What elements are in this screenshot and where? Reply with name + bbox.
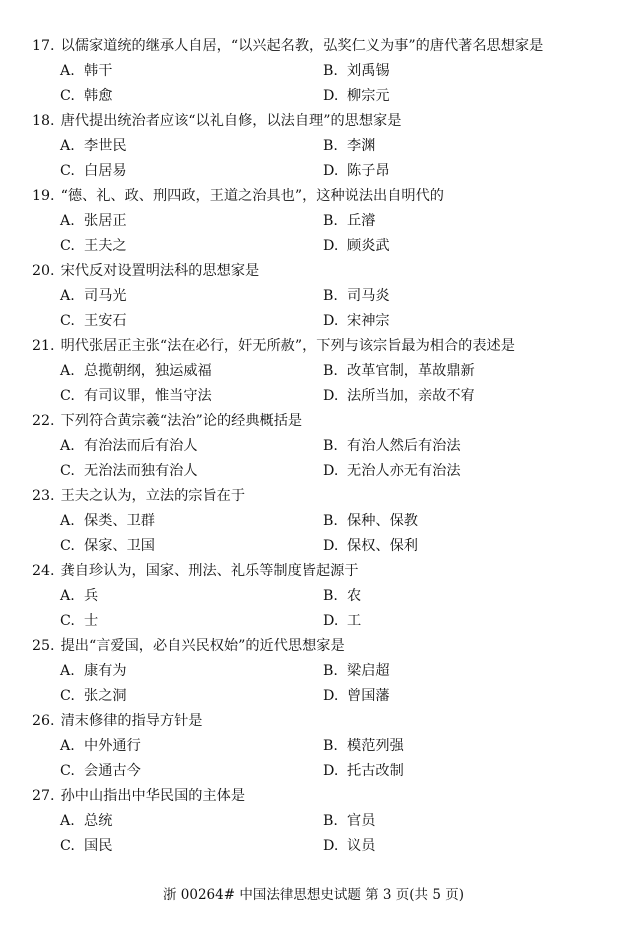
option-text: 官员 xyxy=(347,813,376,829)
option-letter: C. xyxy=(60,463,75,479)
question-number: 22. xyxy=(32,413,55,429)
option-row xyxy=(32,134,602,159)
option-d xyxy=(323,834,375,859)
option-c xyxy=(60,234,127,259)
question-number: 18. xyxy=(32,113,55,129)
option-letter: D. xyxy=(323,238,339,254)
option-text: 张居正 xyxy=(84,213,127,229)
question-block xyxy=(32,634,602,709)
option-letter: C. xyxy=(60,538,75,554)
option-letter: B. xyxy=(323,138,338,154)
option-row xyxy=(32,234,602,259)
option-text: 改革官制，革故鼎新 xyxy=(347,363,475,379)
question-number: 20. xyxy=(32,263,55,279)
question-number: 27. xyxy=(32,788,55,804)
option-text: 梁启超 xyxy=(347,663,390,679)
option-text: 法所当加，亲故不宥 xyxy=(347,388,475,404)
option-row xyxy=(32,659,602,684)
option-letter: B. xyxy=(323,288,338,304)
option-letter: D. xyxy=(323,313,339,329)
option-text: 柳宗元 xyxy=(347,88,390,104)
option-d xyxy=(323,534,418,559)
option-d xyxy=(323,384,475,409)
option-a xyxy=(60,209,127,234)
question-block xyxy=(32,559,602,634)
option-letter: D. xyxy=(323,538,339,554)
option-letter: C. xyxy=(60,388,75,404)
option-letter: C. xyxy=(60,163,75,179)
option-letter: D. xyxy=(323,838,339,854)
option-text: 韩愈 xyxy=(84,88,113,104)
option-letter: C. xyxy=(60,763,75,779)
option-row xyxy=(32,734,602,759)
option-text: 保种、保教 xyxy=(347,513,418,529)
option-d xyxy=(323,84,390,109)
option-text: 总统 xyxy=(84,813,113,829)
option-row xyxy=(32,809,602,834)
option-c xyxy=(60,609,98,634)
option-letter: A. xyxy=(60,738,75,754)
option-letter: A. xyxy=(60,438,75,454)
option-text: 工 xyxy=(347,613,362,629)
option-letter: D. xyxy=(323,763,339,779)
question-stem xyxy=(32,634,602,659)
question-stem xyxy=(32,109,602,134)
question-stem xyxy=(32,259,602,284)
question-stem xyxy=(32,334,602,359)
option-d xyxy=(323,309,390,334)
question-number: 23. xyxy=(32,488,55,504)
option-row xyxy=(32,459,602,484)
option-a xyxy=(60,134,127,159)
question-stem xyxy=(32,484,602,509)
option-letter: B. xyxy=(323,738,338,754)
option-c xyxy=(60,159,127,184)
question-text: 明代张居正主张“法在必行，奸无所赦”，下列与该宗旨最为相合的表述是 xyxy=(60,338,515,354)
question-text: 孙中山指出中华民国的主体是 xyxy=(60,788,246,804)
option-text: 刘禹锡 xyxy=(347,63,390,79)
question-text: 宋代反对设置明法科的思想家是 xyxy=(60,263,260,279)
option-letter: B. xyxy=(323,513,338,529)
option-row xyxy=(32,359,602,384)
option-d xyxy=(323,459,461,484)
option-letter: C. xyxy=(60,88,75,104)
option-b xyxy=(323,809,375,834)
option-text: 白居易 xyxy=(84,163,127,179)
option-row xyxy=(32,59,602,84)
option-c xyxy=(60,309,127,334)
option-text: 托古改制 xyxy=(347,763,404,779)
option-text: 丘濬 xyxy=(347,213,376,229)
option-b xyxy=(323,434,461,459)
option-letter: D. xyxy=(323,688,339,704)
option-b xyxy=(323,359,475,384)
option-text: 模范列强 xyxy=(347,738,404,754)
option-letter: C. xyxy=(60,838,75,854)
option-c xyxy=(60,534,155,559)
option-text: 王安石 xyxy=(84,313,127,329)
question-block xyxy=(32,709,602,784)
option-letter: C. xyxy=(60,613,75,629)
option-row xyxy=(32,834,602,859)
option-text: 张之洞 xyxy=(84,688,127,704)
option-row xyxy=(32,759,602,784)
question-block xyxy=(32,484,602,559)
question-block xyxy=(32,109,602,184)
option-a xyxy=(60,584,98,609)
option-letter: B. xyxy=(323,63,338,79)
option-letter: D. xyxy=(323,613,339,629)
option-c xyxy=(60,834,112,859)
option-c xyxy=(60,459,198,484)
option-letter: A. xyxy=(60,213,75,229)
option-a xyxy=(60,509,155,534)
option-a xyxy=(60,809,112,834)
option-letter: A. xyxy=(60,513,75,529)
option-letter: A. xyxy=(60,138,75,154)
question-text: 提出“言爱国，必自兴民权始”的近代思想家是 xyxy=(60,638,345,654)
option-text: 保类、卫群 xyxy=(84,513,155,529)
option-text: 王夫之 xyxy=(84,238,127,254)
option-text: 陈子昂 xyxy=(347,163,390,179)
option-text: 保家、卫国 xyxy=(84,538,155,554)
option-text: 有治法而后有治人 xyxy=(84,438,198,454)
option-letter: B. xyxy=(323,213,338,229)
option-text: 无治法而独有治人 xyxy=(84,463,198,479)
option-text: 兵 xyxy=(84,588,99,604)
option-row xyxy=(32,284,602,309)
question-text: “德、礼、政、刑四政，王道之治具也”，这种说法出自明代的 xyxy=(60,188,444,204)
question-block xyxy=(32,34,602,109)
question-list xyxy=(32,34,602,859)
question-stem xyxy=(32,184,602,209)
option-letter: B. xyxy=(323,363,338,379)
question-text: 清末修律的指导方针是 xyxy=(60,713,203,729)
option-row xyxy=(32,509,602,534)
option-c xyxy=(60,759,141,784)
option-d xyxy=(323,684,390,709)
option-a xyxy=(60,59,112,84)
option-a xyxy=(60,434,198,459)
option-row xyxy=(32,209,602,234)
question-text: 以儒家道统的继承人自居，“以兴起名教，弘奖仁义为事”的唐代著名思想家是 xyxy=(60,38,544,54)
option-text: 李世民 xyxy=(84,138,127,154)
option-d xyxy=(323,609,361,634)
option-letter: B. xyxy=(323,813,338,829)
option-text: 无治人亦无有治法 xyxy=(347,463,461,479)
option-text: 宋神宗 xyxy=(347,313,390,329)
option-text: 农 xyxy=(347,588,362,604)
option-text: 中外通行 xyxy=(84,738,141,754)
option-letter: A. xyxy=(60,588,75,604)
option-c xyxy=(60,684,127,709)
option-text: 曾国藩 xyxy=(347,688,390,704)
option-c xyxy=(60,384,212,409)
option-b xyxy=(323,209,375,234)
option-text: 士 xyxy=(84,613,99,629)
option-letter: A. xyxy=(60,63,75,79)
option-letter: C. xyxy=(60,313,75,329)
question-block xyxy=(32,784,602,859)
option-text: 司马炎 xyxy=(347,288,390,304)
page-footer: 浙 00264# 中国法律思想史试题 第 3 页(共 5 页) xyxy=(162,887,464,903)
question-stem xyxy=(32,409,602,434)
option-row xyxy=(32,159,602,184)
option-letter: C. xyxy=(60,238,75,254)
option-row xyxy=(32,434,602,459)
option-letter: A. xyxy=(60,813,75,829)
option-text: 有治人然后有治法 xyxy=(347,438,461,454)
option-text: 韩干 xyxy=(84,63,113,79)
option-letter: D. xyxy=(323,88,339,104)
question-text: 唐代提出统治者应该“以礼自修，以法自理”的思想家是 xyxy=(60,113,402,129)
option-d xyxy=(323,159,390,184)
option-letter: B. xyxy=(323,588,338,604)
question-number: 24. xyxy=(32,563,55,579)
option-b xyxy=(323,59,390,84)
option-text: 康有为 xyxy=(84,663,127,679)
option-a xyxy=(60,734,141,759)
option-d xyxy=(323,759,404,784)
option-letter: D. xyxy=(323,463,339,479)
option-row xyxy=(32,684,602,709)
option-letter: A. xyxy=(60,288,75,304)
option-d xyxy=(323,234,390,259)
question-number: 25. xyxy=(32,638,55,654)
option-letter: A. xyxy=(60,363,75,379)
question-stem xyxy=(32,709,602,734)
question-text: 下列符合黄宗羲“法治”论的经典概括是 xyxy=(60,413,303,429)
option-b xyxy=(323,509,418,534)
question-number: 17. xyxy=(32,38,55,54)
option-text: 保权、保利 xyxy=(347,538,418,554)
option-letter: D. xyxy=(323,163,339,179)
option-row xyxy=(32,84,602,109)
option-b xyxy=(323,734,404,759)
option-row xyxy=(32,584,602,609)
option-letter: A. xyxy=(60,663,75,679)
option-b xyxy=(323,659,390,684)
option-row xyxy=(32,309,602,334)
question-number: 21. xyxy=(32,338,55,354)
question-block xyxy=(32,259,602,334)
option-b xyxy=(323,584,361,609)
option-text: 顾炎武 xyxy=(347,238,390,254)
option-letter: B. xyxy=(323,438,338,454)
question-stem xyxy=(32,559,602,584)
option-b xyxy=(323,134,375,159)
question-block xyxy=(32,184,602,259)
option-row xyxy=(32,534,602,559)
option-text: 李渊 xyxy=(347,138,376,154)
question-text: 龚自珍认为，国家、刑法、礼乐等制度皆起源于 xyxy=(60,563,359,579)
option-text: 总揽朝纲，独运威福 xyxy=(84,363,212,379)
option-row xyxy=(32,384,602,409)
option-a xyxy=(60,359,212,384)
question-block xyxy=(32,334,602,409)
question-text: 王夫之认为，立法的宗旨在于 xyxy=(60,488,246,504)
option-a xyxy=(60,284,127,309)
option-text: 有司议罪，惟当守法 xyxy=(84,388,212,404)
question-stem xyxy=(32,784,602,809)
option-text: 会通古今 xyxy=(84,763,141,779)
question-number: 19. xyxy=(32,188,55,204)
option-text: 司马光 xyxy=(84,288,127,304)
option-a xyxy=(60,659,127,684)
option-b xyxy=(323,284,390,309)
option-letter: B. xyxy=(323,663,338,679)
option-letter: C. xyxy=(60,688,75,704)
option-letter: D. xyxy=(323,388,339,404)
question-number: 26. xyxy=(32,713,55,729)
option-row xyxy=(32,609,602,634)
question-block xyxy=(32,409,602,484)
question-stem xyxy=(32,34,602,59)
option-c xyxy=(60,84,112,109)
option-text: 议员 xyxy=(347,838,376,854)
option-text: 国民 xyxy=(84,838,113,854)
